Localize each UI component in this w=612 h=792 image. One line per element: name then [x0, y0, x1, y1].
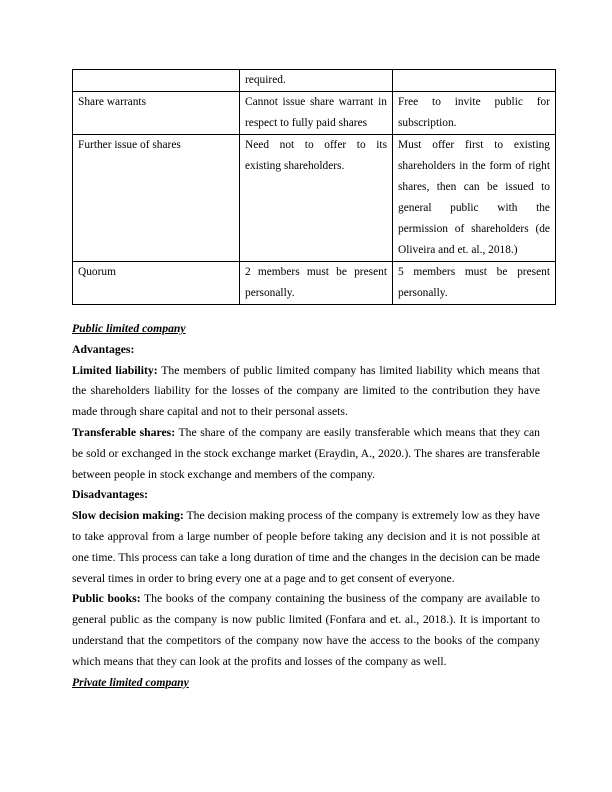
section-heading-text: Public limited company [72, 322, 186, 335]
table-cell: 5 members must be present personally. [393, 262, 556, 305]
paragraph-term: Transferable shares: [72, 425, 176, 439]
table-cell: Cannot issue share warrant in respect to fully paid shares [240, 92, 393, 135]
paragraph-term: Limited liability: [72, 363, 158, 377]
paragraph-term: Public books: [72, 592, 141, 606]
paragraph [72, 423, 540, 485]
table-cell-feature: Share warrants [73, 92, 240, 135]
table-cell-feature [73, 70, 240, 92]
paragraph [72, 361, 540, 423]
paragraph-text: The decision making process of the company is extremely low as they have to take approval from a large number of people before taking any decision and it is not possible at one time. This process can take a long duration of time and the changes in the decision can be made several times in order to bring every one at a page and to get consent of everyone. [72, 509, 540, 585]
section-heading [72, 319, 540, 340]
subheading-advantages: Advantages: [72, 342, 135, 356]
table-row [73, 135, 556, 262]
table-cell: Free to invite public for subscription. [393, 92, 556, 135]
paragraph-term: Slow decision making: [72, 509, 184, 523]
table-cell [393, 70, 556, 92]
section-heading-text: Private limited company [72, 675, 189, 689]
paragraph-text: The books of the company containing the business of the company are available to general public as the company is now public limited (Fonfara and et. al., 2018.). It is important to understand that the competitors of the company now have the access to the books of the company which means that they can look at the profits and losses of the company as well. [72, 592, 541, 668]
table-row [73, 262, 556, 305]
table-row [73, 92, 556, 135]
paragraph-text: The share of the company are easily transferable which means that they can be sold or exchanged in the stock exchange market (Eraydin, A., 2020.). The shares are transferable between people in stock exchange and members of the company. [72, 425, 540, 481]
table-cell: Must offer first to existing shareholders in the form of right shares, then can be issued to general public with the permission of shareholders (de Oliveira and et. al., 2018.) [393, 135, 556, 262]
paragraph [72, 506, 540, 589]
paragraph [72, 589, 540, 672]
comparison-table [72, 69, 556, 305]
table-cell: 2 members must be present personally. [240, 262, 393, 305]
subheading-disadvantages: Disadvantages: [72, 488, 148, 502]
table-cell-feature: Quorum [73, 262, 240, 305]
table-cell: Need not to offer to its existing shareholders. [240, 135, 393, 262]
body-text [72, 319, 540, 693]
section-heading [72, 673, 540, 694]
paragraph-text: The members of public limited company has limited liability which means that the shareholders liability for the losses of the company are limited to the contribution they have made through share capital and not to their personal assets. [72, 363, 540, 419]
table-cell-feature: Further issue of shares [73, 135, 240, 262]
table-cell: required. [240, 70, 393, 92]
table-row [73, 70, 556, 92]
